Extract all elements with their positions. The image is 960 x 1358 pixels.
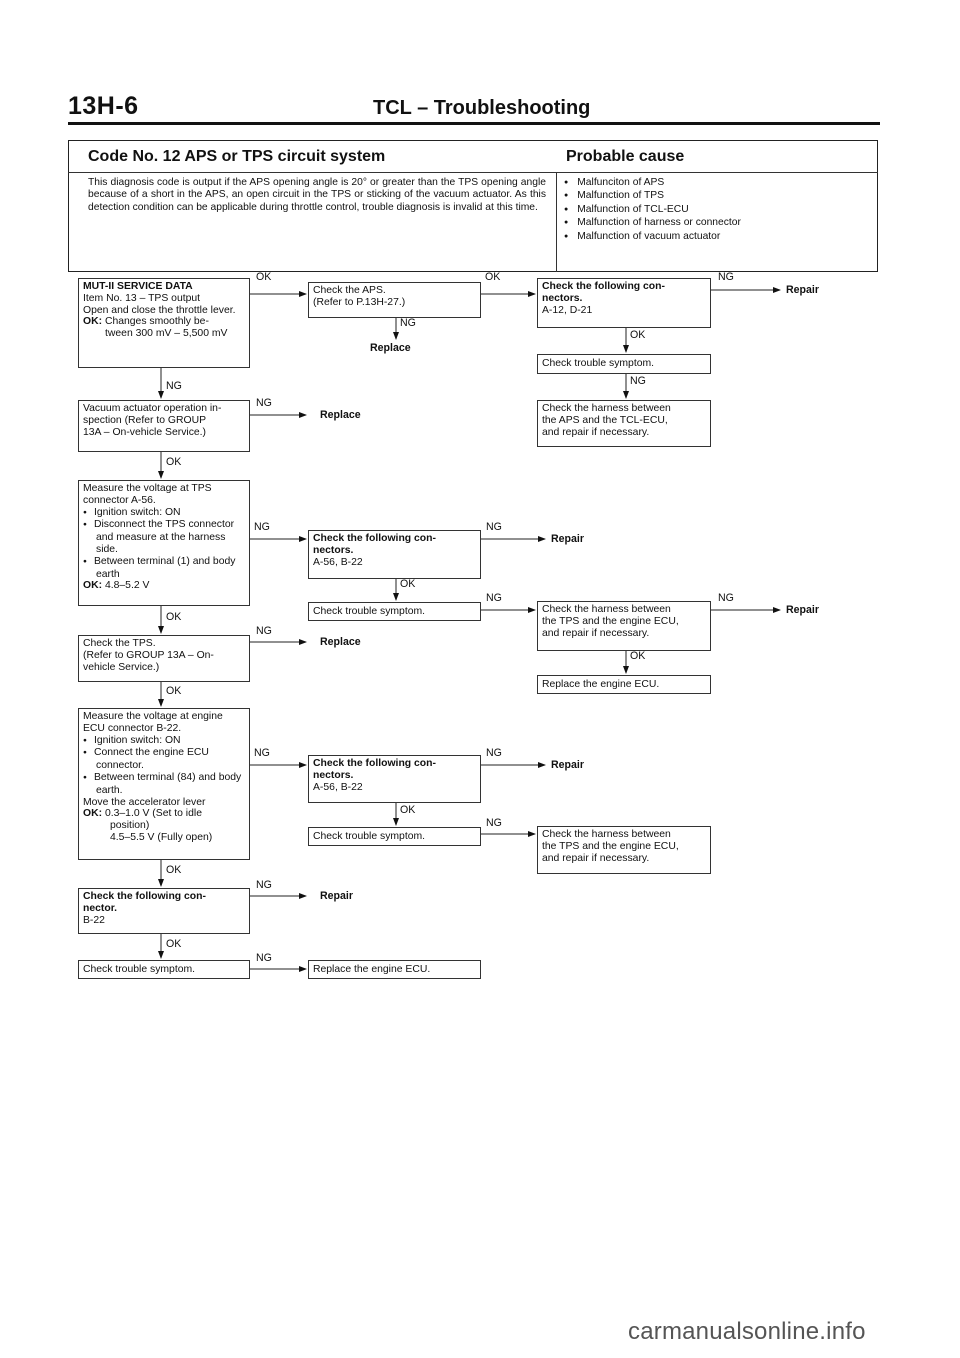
ng-label: NG: [400, 317, 416, 329]
ok-criterion: Changes smoothly be-: [104, 316, 209, 328]
cause-item: ● Malfunction of TPS: [564, 190, 741, 203]
connector-title: nectors.: [313, 769, 354, 781]
step-item: ● Ignition switch: ON: [83, 507, 245, 520]
ok-label: OK: [256, 271, 272, 283]
ng-label: NG: [254, 521, 270, 533]
mut-item: Item No. 13 – TPS output: [83, 292, 201, 304]
ecu-voltage-box: [78, 708, 250, 860]
connector-title: Check the following con-: [83, 891, 206, 902]
harness-line: and repair if necessary.: [542, 627, 650, 639]
ok-criterion: 4.8–5.2 V: [104, 580, 150, 592]
ng-label: NG: [486, 817, 502, 829]
ok-criterion-label: OK:: [83, 316, 103, 328]
connector-title: nectors.: [542, 292, 583, 304]
replace-ecu-2-box: Replace the engine ECU.: [308, 960, 481, 979]
step-item: ● Between terminal (1) and body earth: [83, 556, 245, 581]
harness-3-box: [537, 826, 711, 874]
ok-criterion-cont: 4.5–5.5 V (Fully open): [110, 831, 213, 843]
code-title: Code No. 12 APS or TPS circuit system: [88, 148, 386, 165]
vacuum-line: spection (Refer to GROUP: [83, 414, 206, 426]
check-tps-line: (Refer to GROUP 13A – On-: [83, 649, 214, 661]
probable-cause-title: Probable cause: [566, 148, 685, 165]
ok-label: OK: [400, 804, 416, 816]
repair-action-4: Repair: [551, 759, 584, 771]
ok-criterion-cont: position): [110, 820, 150, 832]
tps-voltage-line: connector A-56.: [83, 494, 156, 506]
connector-codes: A-12, D-21: [542, 304, 593, 316]
mut-instruction: Open and close the throttle lever.: [83, 304, 236, 316]
ng-label: NG: [718, 271, 734, 283]
ok-criterion-label: OK:: [83, 808, 103, 820]
step-item: ● Disconnect the TPS connector and measure at the harness side.: [83, 519, 245, 555]
check-tps-box: [78, 635, 250, 682]
check-symptom-4-box: Check trouble symptom.: [78, 960, 250, 979]
check-tps-line: Check the TPS.: [83, 638, 156, 649]
ok-label: OK: [630, 650, 646, 662]
ok-criterion-label: OK:: [83, 580, 103, 592]
check-connector-3-box: [308, 755, 481, 803]
replace-ecu-1-box: Replace the engine ECU.: [537, 675, 711, 694]
ng-label: NG: [486, 592, 502, 604]
check-connector-1-box: [537, 278, 711, 328]
cause-item: ● Malfunciton of APS: [564, 177, 741, 190]
ok-criterion-cont: tween 300 mV – 5,500 mV: [105, 328, 228, 340]
cause-item: ● Malfunction of harness or connector: [564, 217, 741, 230]
ecu-voltage-steps: [83, 735, 245, 797]
check-connector-2-box: [308, 530, 481, 579]
ng-label: NG: [166, 380, 182, 392]
ok-label: OK: [166, 864, 182, 876]
harness-line: and repair if necessary.: [542, 426, 650, 438]
harness-line: Check the harness between: [542, 829, 671, 840]
ng-label: NG: [256, 625, 272, 637]
ecu-voltage-line: Move the accelerator lever: [83, 796, 206, 808]
ecu-voltage-line: ECU connector B-22.: [83, 722, 182, 734]
connector-title: Check the following con-: [313, 758, 436, 769]
mut-title: MUT-II SERVICE DATA: [83, 281, 193, 292]
vacuum-line: 13A – On-vehicle Service.): [83, 426, 207, 438]
harness-line: the APS and the TCL-ECU,: [542, 414, 668, 426]
tps-voltage-box: [78, 480, 250, 606]
check-aps-box: [308, 282, 481, 318]
check-aps-line: Check the APS.: [313, 285, 386, 296]
site-watermark: carmanualsonline.info: [628, 1318, 866, 1345]
check-aps-line: (Refer to P.13H-27.): [313, 296, 406, 308]
tps-voltage-steps: [83, 507, 245, 581]
connector-title: Check the following con-: [313, 533, 436, 544]
ok-label: OK: [166, 938, 182, 950]
harness-line: Check the harness between: [542, 403, 671, 414]
ok-label: OK: [630, 329, 646, 341]
connector-title: nectors.: [313, 544, 354, 556]
check-symptom-1-box: Check trouble symptom.: [537, 354, 711, 374]
connector-codes: A-56, B-22: [313, 556, 363, 568]
replace-action-1: Replace: [370, 342, 411, 354]
page-number: 13H-6: [68, 92, 139, 120]
harness-line: the TPS and the engine ECU,: [542, 615, 679, 627]
ng-label: NG: [486, 521, 502, 533]
ng-label: NG: [256, 952, 272, 964]
harness-line: and repair if necessary.: [542, 852, 650, 864]
ng-label: NG: [254, 747, 270, 759]
cause-item: ● Malfunction of TCL-ECU: [564, 204, 741, 217]
page-title: TCL – Troubleshooting: [373, 97, 591, 119]
check-symptom-3-box: Check trouble symptom.: [308, 827, 481, 846]
ok-label: OK: [485, 271, 501, 283]
check-connector-4-box: [78, 888, 250, 934]
ok-label: OK: [400, 578, 416, 590]
repair-action-1: Repair: [786, 284, 819, 296]
ng-label: NG: [718, 592, 734, 604]
ok-label: OK: [166, 611, 182, 623]
repair-action-2: Repair: [551, 533, 584, 545]
connector-title: Check the following con-: [542, 281, 665, 292]
repair-action-3: Repair: [786, 604, 819, 616]
step-item: ● Ignition switch: ON: [83, 735, 245, 748]
check-symptom-2-box: Check trouble symptom.: [308, 602, 481, 621]
step-item: ● Between terminal (84) and body earth.: [83, 772, 245, 797]
cause-item: ● Malfunction of vacuum actuator: [564, 231, 741, 244]
ok-label: OK: [166, 685, 182, 697]
harness-1-box: [537, 400, 711, 447]
replace-action-3: Replace: [320, 636, 361, 648]
harness-line: the TPS and the engine ECU,: [542, 840, 679, 852]
step-item: ● Connect the engine ECU connector.: [83, 747, 245, 772]
check-tps-line: vehicle Service.): [83, 661, 160, 673]
ng-label: NG: [486, 747, 502, 759]
harness-2-box: [537, 601, 711, 651]
repair-action-5: Repair: [320, 890, 353, 902]
mut-service-data-box: [78, 278, 250, 368]
ok-criterion: 0.3–1.0 V (Set to idle: [104, 808, 202, 820]
harness-line: Check the harness between: [542, 604, 671, 615]
tps-voltage-line: Measure the voltage at TPS: [83, 483, 212, 494]
ok-label: OK: [166, 456, 182, 468]
vacuum-actuator-box: [78, 400, 250, 452]
ng-label: NG: [256, 879, 272, 891]
ng-label: NG: [630, 375, 646, 387]
ng-label: NG: [256, 397, 272, 409]
connector-codes: A-56, B-22: [313, 781, 363, 793]
ecu-voltage-line: Measure the voltage at engine: [83, 711, 223, 722]
connector-title: nector.: [83, 902, 118, 914]
code-description: This diagnosis code is output if the APS opening angle is 20° or greater than the TPS opening angle because of a short in the APS, an open circuit in the TPS or sticking of the vacuum actuator. As this detection condition can be applicable during throttle control, trouble diagnosis is invalid at this time.: [88, 177, 546, 213]
vacuum-line: Vacuum actuator operation in-: [83, 403, 222, 414]
replace-action-2: Replace: [320, 409, 361, 421]
connector-codes: B-22: [83, 914, 105, 926]
